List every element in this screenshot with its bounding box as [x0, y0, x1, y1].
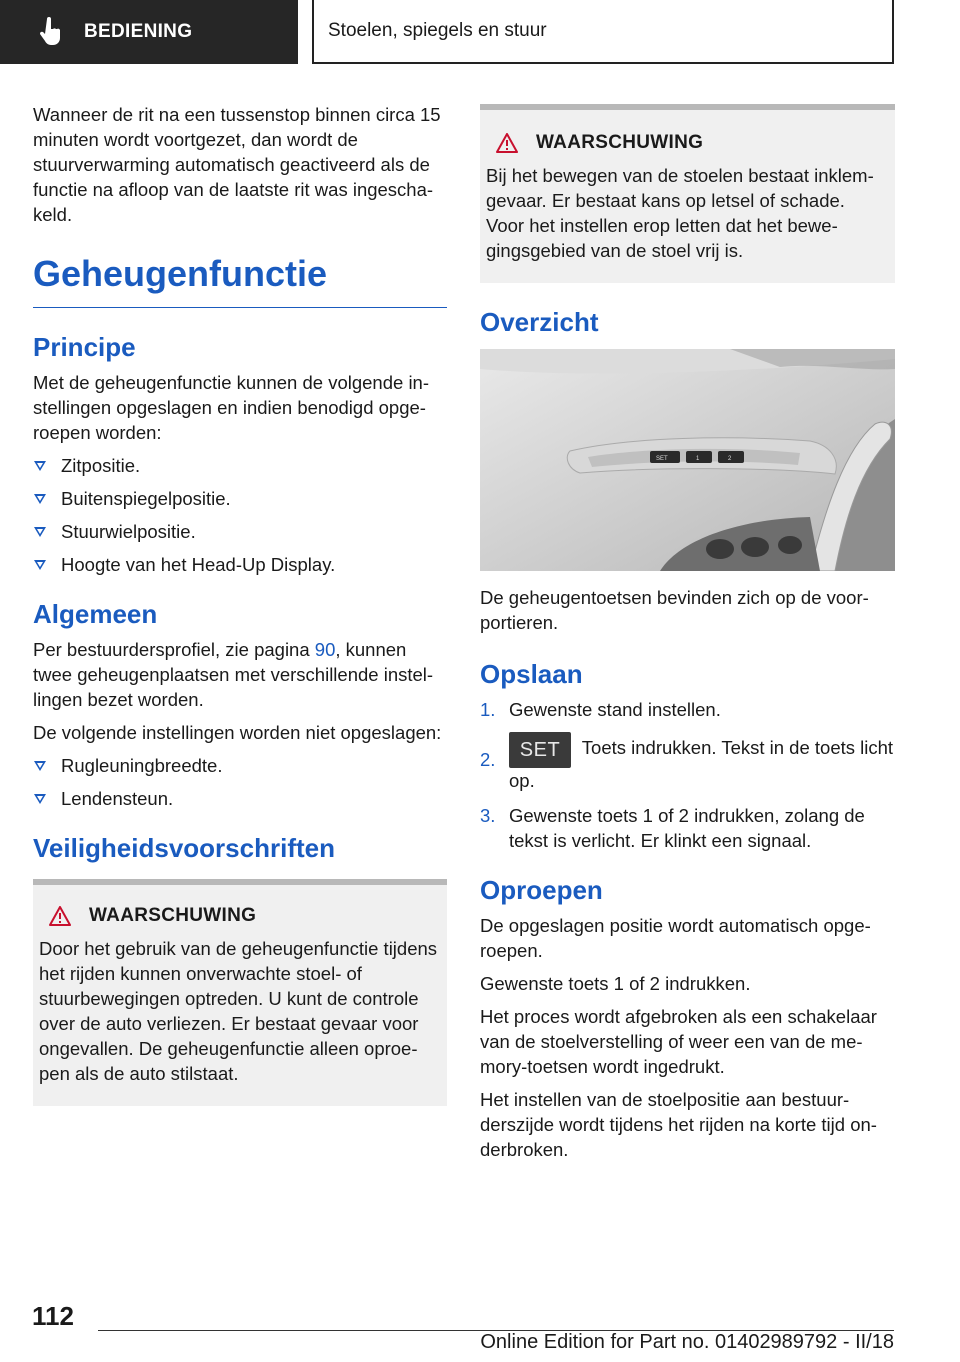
list-item: Rugleuningbreedte.: [33, 753, 447, 778]
opslaan-heading: Opslaan: [480, 659, 583, 689]
warning-triangle-icon: [496, 133, 518, 153]
warning-box: [480, 104, 895, 283]
step-item: 2. SET Toets indrukken. Tekst in de toets licht op.: [480, 732, 895, 793]
veiligheid-heading: Veiligheidsvoorschriften: [33, 833, 335, 863]
left-column: [33, 102, 447, 1106]
triangle-bullet-icon: [34, 461, 46, 471]
warning-text: Bij het bewegen van de stoelen bestaat inklemgevaar. Er bestaat kans op letsel of schade. Voor het instellen erop letten dat het bewegingsgebied van de stoel vrij is.: [486, 165, 874, 261]
triangle-bullet-icon: [34, 494, 46, 504]
triangle-bullet-icon: [34, 527, 46, 537]
warning-title: WAARSCHUWING: [89, 905, 257, 926]
principe-heading: Principe: [33, 332, 136, 362]
opslaan-steps: [480, 697, 895, 853]
algemeen-text-2: De volgende instellingen worden niet opgeslagen:: [33, 722, 442, 743]
footer-edition: Online Edition for Part no. 01402989792 - II/18: [480, 1331, 894, 1353]
algemeen-text: Per bestuurdersprofiel, zie pagina 90, kunnen twee geheugenplaatsen met verschillende instellingen bezet worden.: [33, 639, 434, 710]
section-tab[interactable]: [0, 0, 298, 64]
photo-label-1: 1: [696, 456, 700, 462]
photo-label-set: SET: [656, 456, 668, 462]
oproepen-text-2: Gewenste toets 1 of 2 indrukken.: [480, 973, 751, 994]
triangle-bullet-icon: [34, 794, 46, 804]
list-item: Lendensteun.: [33, 786, 447, 811]
door-panel-photo: [480, 349, 895, 571]
warning-box: [33, 879, 447, 1106]
chapter-title: Stoelen, spiegels en stuur: [328, 20, 547, 41]
overzicht-caption: De geheugentoetsen bevinden zich op de voorportieren.: [480, 587, 869, 633]
set-button-icon: SET: [509, 732, 571, 768]
oproepen-text-1: De opgeslagen positie wordt automatisch opgeroepen.: [480, 915, 871, 961]
list-item: Buitenspiegelpositie.: [33, 486, 447, 511]
principe-text: Met de geheugenfunctie kunnen de volgende instellingen opgeslagen en indien benodigd opgeroepen worden:: [33, 372, 430, 443]
oproepen-text-4: Het instellen van de stoelpositie aan bestuurderszijde wordt tijdens het rijden na korte tijd onderbroken.: [480, 1089, 877, 1160]
oproepen-text-3: Het proces wordt afgebroken als een schakelaar van de stoelverstelling of weer een van de memory-toetsen wordt ingedrukt.: [480, 1006, 877, 1077]
list-item: Zitpositie.: [33, 453, 447, 478]
warning-text: Door het gebruik van de geheugenfunctie tijdens het rijden kunnen onverwachte stoel- of stuurbewegingen optreden. U kunt de controle over de auto verliezen. Er bestaat gevaar voor ongevallen. De geheugenfunctie alleen oproepen als de auto stilstaat.: [39, 938, 438, 1084]
page-reference-link[interactable]: 90: [314, 639, 336, 660]
intro-paragraph: Wanneer de rit na een tussenstop binnen circa 15 minuten wordt voortgezet, dan wordt de stuurverwarming automatisch geactiveerd als de functie na afloop van de laatste rit was ingeschakeld.: [33, 104, 441, 225]
photo-label-2: 2: [728, 456, 732, 462]
warning-triangle-icon: [49, 906, 71, 926]
step-item: 3. Gewenste toets 1 of 2 indrukken, zolang de tekst is verlicht. Er klinkt een signaal.: [480, 805, 865, 851]
pointing-hand-icon: [38, 17, 64, 47]
algemeen-heading: Algemeen: [33, 599, 158, 629]
list-item: Hoogte van het Head-Up Display.: [33, 552, 447, 577]
page-number: 112: [32, 1301, 74, 1331]
step-item: 1. Gewenste stand instellen.: [480, 699, 721, 720]
triangle-bullet-icon: [34, 560, 46, 570]
list-item: Stuurwielpositie.: [33, 519, 447, 544]
right-column: [480, 104, 895, 1170]
triangle-bullet-icon: [34, 761, 46, 771]
algemeen-list: [33, 753, 447, 811]
overzicht-heading: Overzicht: [480, 307, 599, 337]
main-heading: Geheugenfunctie: [33, 253, 447, 308]
oproepen-heading: Oproepen: [480, 875, 603, 905]
principe-list: [33, 453, 447, 577]
section-title: BEDIENING: [84, 21, 193, 42]
chapter-header: [312, 0, 894, 64]
warning-title: WAARSCHUWING: [536, 132, 704, 153]
